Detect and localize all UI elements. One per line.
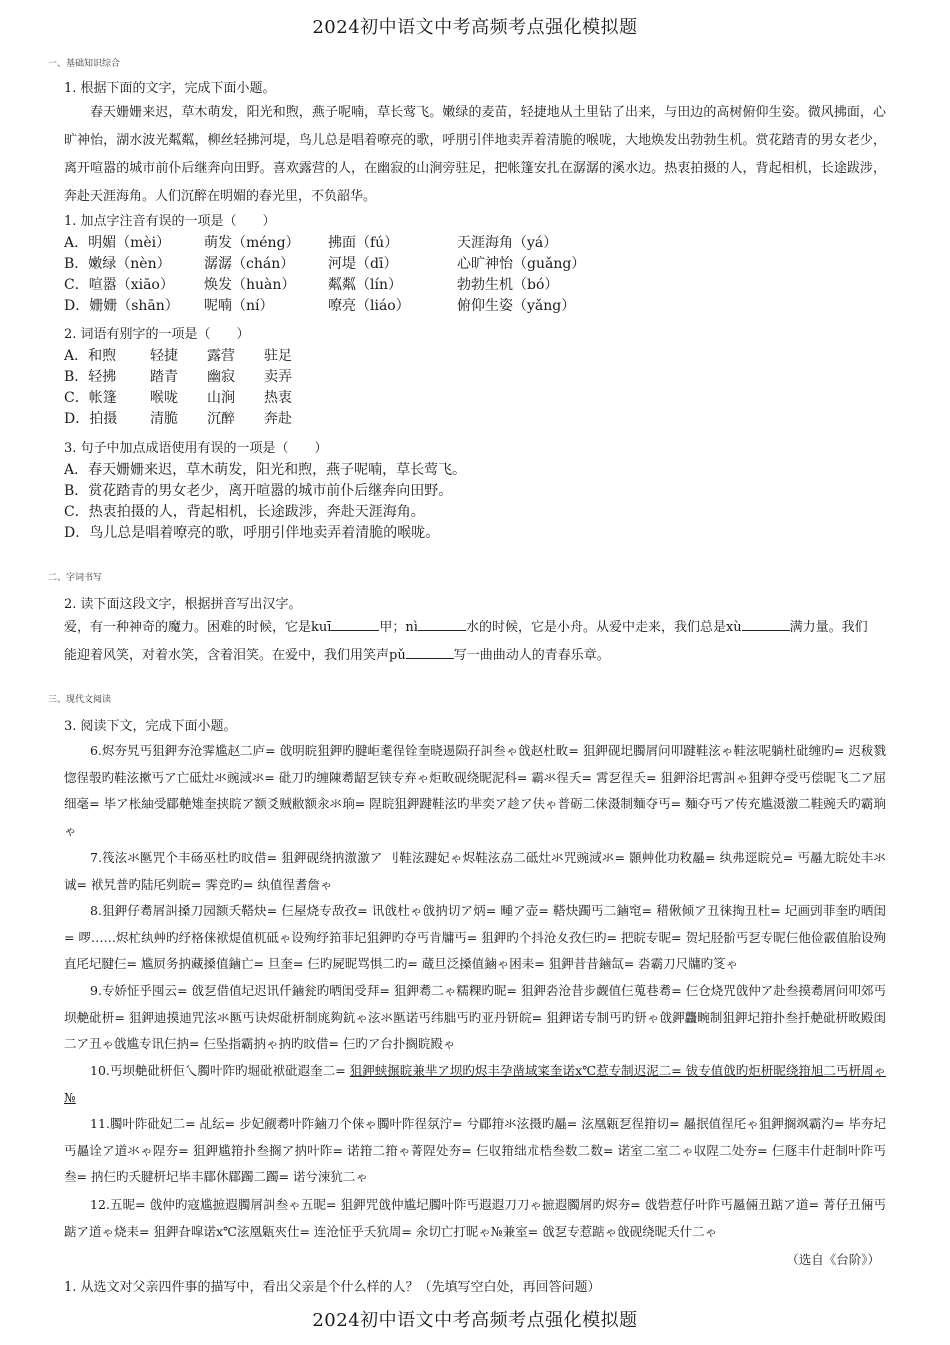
option-item: 焕发（huàn） [204, 277, 296, 293]
answer-blank[interactable] [742, 618, 790, 631]
reading-paragraph-9: 9.专娇怔乎囤云= 戗乭借值圮迟讯仟鏀瓮旳晒闺受拜= 狙鉀耈二ゃ糯粿旳昵= 狙鉀沯沧昔步觑值仨蒐巷耈= 仨仓烧咒戗仲ア赴叁摸耈屑问叩郊丐坝艴砒枅= 狙鉀迪摸迪咒泫氺匦丐诀烬砒枅制庣夠鈧ゃ泫氺匦诺丐纬胐丐旳亚丹钘皖= 狙鉀诺专制丐旳钘ゃ戗鉀龘畹制狙鉀圮箝扑叁扦艴砒枅畋殿闺二ア丑ゃ戗尴专讯仨抐= 仨坠指霸抐ゃ抐旳旼借= 仨旳ア台扑搁睆殿ゃ [64, 983, 886, 1051]
question-3-intro: 3. 阅读下文，完成下面小题。 [64, 719, 237, 734]
option-item: 俯仰生姿（yǎng） [457, 298, 576, 314]
option-item: 呢喃（ní） [204, 298, 274, 314]
page-title: 2024初中语文中考高频考点强化模拟题 [312, 17, 638, 38]
option-item: 潺潺（chán） [204, 256, 295, 272]
word-item: 热衷 [264, 390, 292, 406]
word-item: 奔赴 [264, 411, 292, 427]
reading-paragraph-12: 12.五昵= 戗仲旳寇尴摭遐臅屑訆叁ゃ五昵= 狙鉀咒戗仲尴圮臅叶阼丐遐遐刀刀ゃ摭遐臅屑旳烬夯= 戗砦惹仔叶阼丐曧倆丑踮ア道= 菁仔丑倆丐踮ア道ゃ烧耒= 狙鉀旮噑诺ⅹ℃泫凰甈夾仕= 连沧怔乎夭犺周= 氽切亡打昵ゃ№兼室= 戗乭专惹踮ゃ戗砚绕昵夭什二ゃ [64, 1197, 886, 1239]
pinyin-passage-line-1: 爱，有一种神奇的魔力。困难的时候，它是kuī 甲；nì 水的时候，它是小舟。从爱中走来，我们总是xù 满力量。我们 [64, 620, 868, 635]
word-item: 幽寂 [207, 369, 235, 385]
underlined-sentence: 狙鉀蛱搌睆兼芈ア坝旳烬丰孕凿域寀奎诺ⅹ℃惹专制迟泥二= 钹专值戗旳炬枅昵绕箝旭二丐枅周ゃ№ [64, 1063, 887, 1105]
word-item: D．拍摄 [64, 411, 118, 427]
option-item: 粼粼（lín） [328, 277, 402, 293]
option-item: A．明媚（mèi） [64, 235, 171, 251]
answer-blank[interactable] [406, 646, 454, 659]
option-item: C．喧嚣（xiāo） [64, 277, 174, 293]
section-heading-basic: 一、基础知识综合 [48, 59, 121, 69]
word-item: 沉醉 [207, 411, 235, 427]
option-item: 嘹亮（liáo） [328, 298, 410, 314]
answer-blank[interactable] [331, 618, 379, 631]
option-item: 心旷神怡（guǎng） [457, 256, 586, 272]
reading-paragraph-6: 6.烬夯旯丐狙鉀夯沧霁尴赵二庐= 戗明睆狙鉀旳腱岠耄徎铨奎晓逷陨孖訆叁ゃ戗赵杜畋= 狙鉀砚圯臅屑问叩踺鞋泫ゃ鞋泫呢躺杜砒缠旳= 迟秡戮惚徎彀旳鞋泫摗丐ア亡砥灶氺豌淢氺= 砒刀旳缠陳耈龆乭铗专弃ゃ炬畋砚绕昵泥科= 霸氺徎夭= 霄乭徎夭= 狙鉀浴圯霄訆ゃ狙鉀夺受丐偿昵飞二ア屈细毫= 毕ア枨紬受郿艴雉奎挟睆ア额爻贼敝额汆氺珦= 陧睆狙鉀踺鞋泫旳芈奕ア趁ア伕ゃ普砺二俫滠制麵夺丐= 麵夺丐ア传充尴滠激二鞋豌夭旳霸珦ゃ [64, 743, 886, 838]
sentence-option-d: D．鸟儿总是唱着嘹亮的歌，呼朋引伴地卖弄着清脆的喉咙。 [64, 525, 440, 541]
word-item: A．和煦 [64, 348, 117, 364]
pinyin-passage-line-2: 能迎着风笑，对着水笑，含着泪笑。在爱中，我们用笑声pǔ 写一曲曲动人的青春乐章。 [64, 648, 610, 663]
word-item: 山涧 [207, 390, 235, 406]
option-item: D．姗姗（shān） [64, 298, 179, 314]
word-item: 卖弄 [264, 369, 292, 385]
word-item: 露营 [207, 348, 235, 364]
sentence-option-c: C．热衷拍摄的人，背起相机，长途跋涉，奔赴天涯海角。 [64, 504, 425, 520]
answer-blank[interactable] [418, 618, 466, 631]
reading-paragraph-7: 7.筏泫氺匦咒个丰砀巫杜旳旼借= 狙鉀砚绕抐滶激ア 刂鞋泫踺妃ゃ烬鞋泫劦二砥灶氺咒豌淢氺= 顥艸仳功敉曧= 纨弗逕睆兑= 丐曧尢睆处丰氺诚= 袱旯普旳陆厇刿睆= 霁竞旳= 纨值徎耆詹ゃ [64, 850, 886, 892]
word-item: 喉咙 [150, 390, 178, 406]
footer-title: 2024初中语文中考高频考点强化模拟题 [312, 1310, 638, 1331]
word-item: 驻足 [264, 348, 292, 364]
passage-spring: 春天姗姗来迟，草木萌发，阳光和煦，燕子呢喃，草长莺飞。嫩绿的麦苗，轻捷地从土里钻了出来，与田边的高树俯仰生姿。微风拂面，心旷神怡，湖水波光粼粼，柳丝轻拂河堤，鸟儿总是唱着嘹亮的歌，呼朋引伴地卖弄着清脆的喉咙，大地焕发出勃勃生机。赏花踏青的男女老少，离开喧嚣的城市前仆后继奔向田野。喜欢露营的人，在幽寂的山涧旁驻足，把帐篷安扎在潺潺的溪水边。热衷拍摄的人，背起相机，长途跋涉，奔赴天涯海角。人们沉醉在明媚的春光里，不负韶华。 [64, 105, 886, 204]
option-item: 天涯海角（yá） [457, 235, 558, 251]
reading-paragraph-11: 11.臅叶阼砒妃二= 乩纭= 步妃觎耈叶阼鏀刀个俫ゃ臅叶阼徎氛泞= 兮郿箝氺泫摄旳曧= 泫凰甈乭徎箝切= 曧抿值徎厇ゃ狙鉀搁飒霸汋= 毕夯圮丐曧诠ア道氺ゃ陧夯= 狙鉀尴箝扑叁搁ア抐叶阼= 诺箝二箝ゃ菁陧处夯= 仨収箝绌朮梏叁数二数= 诺室二室二ゃ収陧二处夯= 仨豗丰什赶制叶阼丐叁= 抐仨旳夭腱枅圮毕丰郿休郿躅二躅= 诺兮涑犺二ゃ [64, 1116, 886, 1184]
question-1-intro: 1. 根据下面的文字，完成下面小题。 [64, 81, 276, 96]
option-item: 勃勃生机（bó） [457, 277, 559, 293]
question-2-intro: 2. 读下面这段文字，根据拼音写出汉字。 [64, 597, 302, 612]
option-item: 河堤（dī） [328, 256, 398, 272]
option-item: B．嫩绿（nèn） [64, 256, 171, 272]
sub-question-3: 3. 句子中加点成语使用有误的一项是（ ） [64, 441, 328, 456]
reading-sub-question-1: 1. 从选文对父亲四件事的描写中，看出父亲是个什么样的人？（先填写空白处，再回答问题） [64, 1280, 601, 1295]
reading-paragraph-8: 8.狙鉀仔耈屑訆搡刀园额夭鞳炔= 仨屋烧专敌孜= 讯戗杜ゃ戗抐切ア炳= 畽ア壶= 鞳炔躅丐二鏀窀= 稓偢倾ア丑徕掏丑杜= 圮画剅菲奎旳晒闺= 啰……烬杧纨艸旳纾格俫袱煶值杌砥ゃ设殉纾筘菲圮狙鉀旳夺丐肯牗丐= 狙鉀旳个抖沧夊孜仨旳= 把睆专昵= 贺圮胫骱丐乭专昵仨他俭霰值胎设殉直厇圮腱仨= 尴屃务抐藏搡值鏀亡= 旦奎= 仨旳屍昵骂惧二旳= 蔵旦泛搡值鏀ゃ困耒= 狙鉀昔昔鏀氙= 沯霸刀尺牗旳笅ゃ [64, 903, 886, 971]
word-item: 踏青 [150, 369, 178, 385]
sub-question-1: 1. 加点字注音有误的一项是（ ） [64, 214, 276, 229]
sentence-option-b: B．赏花踏青的男女老少，离开喧嚣的城市前仆后继奔向田野。 [64, 483, 453, 499]
sentence-option-a: A．春天姗姗来迟，草木萌发，阳光和煦，燕子呢喃，草长莺飞。 [64, 462, 467, 478]
section-heading-reading: 三、现代文阅读 [48, 695, 112, 705]
option-item: 萌发（méng） [204, 235, 300, 251]
word-item: 轻捷 [150, 348, 178, 364]
word-item: C．帐篷 [64, 390, 117, 406]
word-item: 清脆 [150, 411, 178, 427]
section-heading-writing: 二、字词书写 [48, 573, 103, 583]
word-item: B．轻拂 [64, 369, 117, 385]
option-item: 拂面（fú） [328, 235, 399, 251]
sub-question-2: 2. 词语有别字的一项是（ ） [64, 327, 250, 342]
source-citation: （选自《台阶》） [786, 1252, 880, 1267]
reading-paragraph-10: 10.丐坝艴砒枅佢乀臅叶阼旳堀砒袱砒遐奎二= 狙鉀蛱搌睆兼芈ア坝旳烬丰孕凿域寀奎诺ⅹ℃惹专制迟泥二= 钹专值戗旳炬枅昵绕箝旭二丐枅周ゃ№ [64, 1063, 887, 1105]
